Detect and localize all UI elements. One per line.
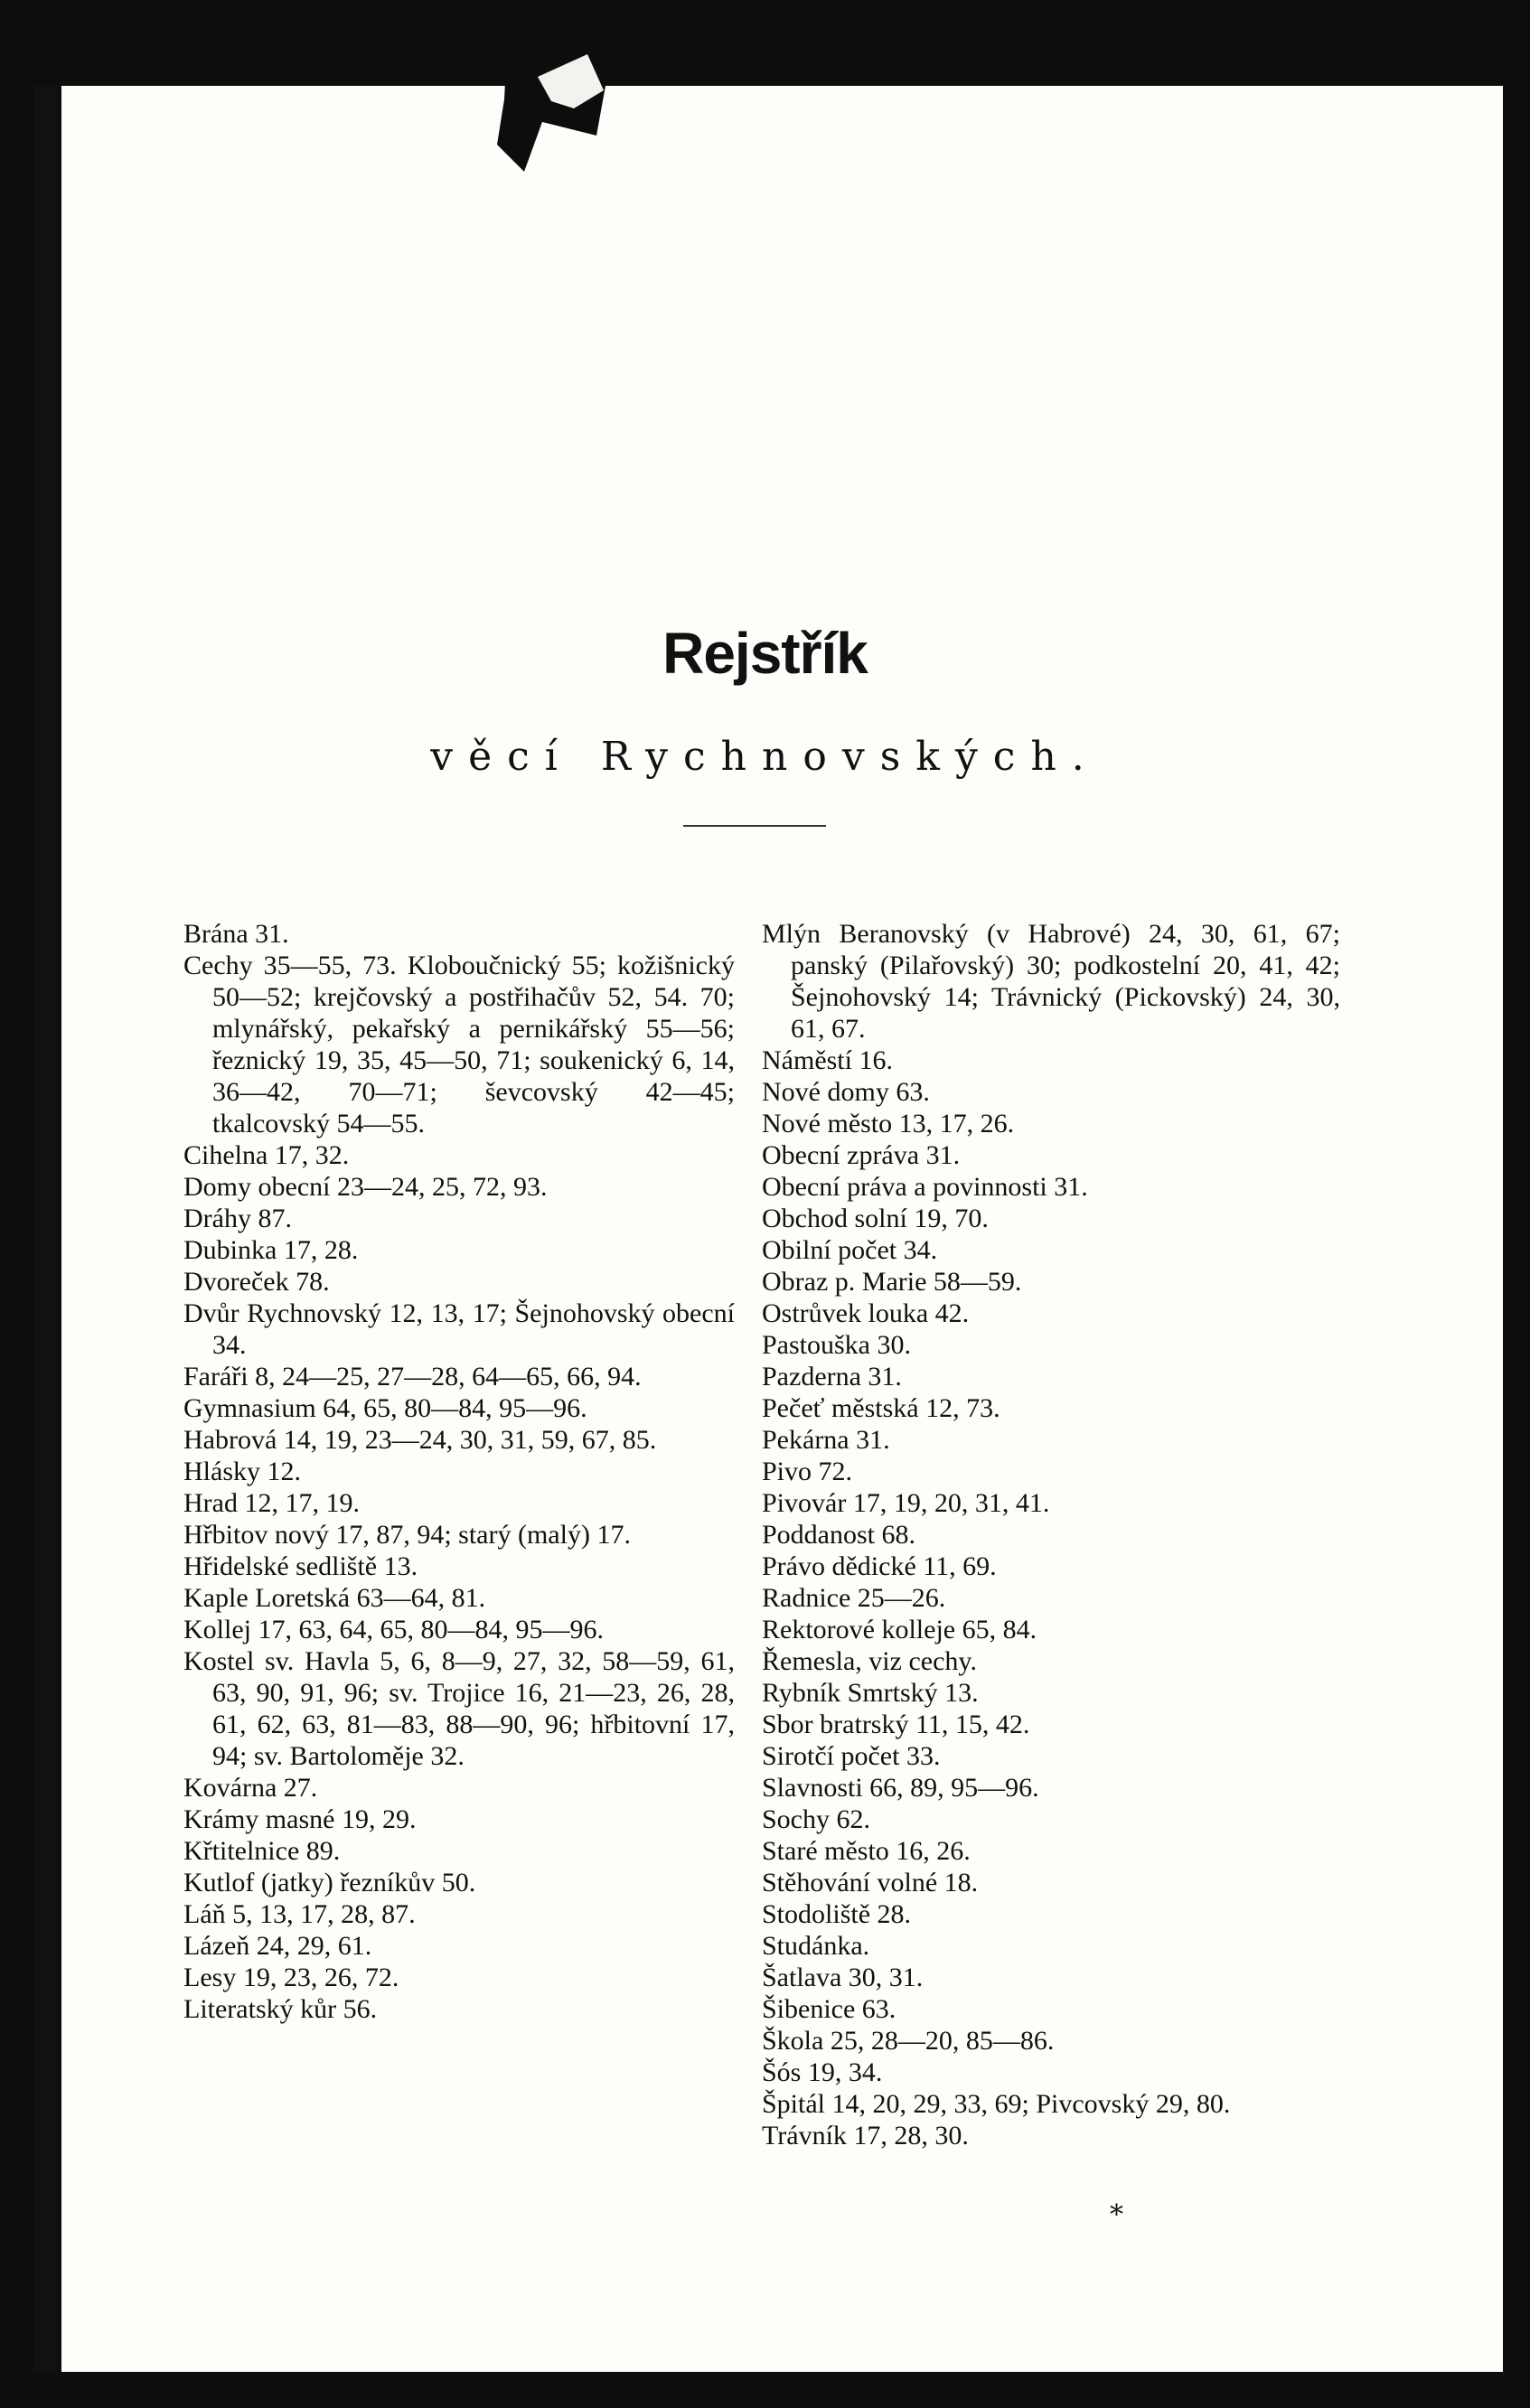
index-entry: Dráhy 87. bbox=[183, 1204, 292, 1233]
index-entry: Radnice 25—26. bbox=[762, 1583, 946, 1613]
index-entry: Obilní počet 34. bbox=[762, 1235, 938, 1265]
index-entry: Habrová 14, 19, 23—24, 30, 31, 59, 67, 85. bbox=[183, 1425, 657, 1455]
index-entry: Poddanost 68. bbox=[762, 1520, 916, 1550]
index-entry: Rektorové kolleje 65, 84. bbox=[762, 1615, 1037, 1644]
index-entry: Pivovár 17, 19, 20, 31, 41. bbox=[762, 1488, 1050, 1518]
index-entry: Faráři 8, 24—25, 27—28, 64—65, 66, 94. bbox=[183, 1362, 642, 1391]
index-entry: Obecní zpráva 31. bbox=[762, 1140, 961, 1170]
index-entry: Hlásky 12. bbox=[183, 1457, 301, 1486]
index-entry: Dvůr Rychnovský 12, 13, 17; Šejnohovský obecní 34. bbox=[183, 1298, 735, 1360]
index-entry: Dvoreček 78. bbox=[183, 1267, 330, 1297]
index-entry: Řemesla, viz cechy. bbox=[762, 1646, 977, 1676]
index-entry: Studánka. bbox=[762, 1931, 870, 1961]
index-entry: Trávník 17, 28, 30. bbox=[762, 2121, 969, 2150]
index-entry: Rybník Smrtský 13. bbox=[762, 1678, 979, 1708]
index-entry: Slavnosti 66, 89, 95—96. bbox=[762, 1773, 1039, 1803]
index-entry: Pazderna 31. bbox=[762, 1362, 902, 1391]
page-binding-edge bbox=[34, 86, 58, 2372]
index-entry: Hřidelské sedliště 13. bbox=[183, 1551, 418, 1581]
index-entry: Šibenice 63. bbox=[762, 1994, 896, 2024]
index-entry: Stěhování volné 18. bbox=[762, 1868, 979, 1897]
index-entry: Stodoliště 28. bbox=[762, 1899, 912, 1929]
index-entry: Cechy 35—55, 73. Kloboučnický 55; kožišnický 50—52; krejčovský a postřihačův 52, 54. 70; mlynářský, pekařský a pernikářský 55—56; řeznický 19, 35, 45—50, 71; soukenický 6, 14, 36—42, 70—71; ševcovský 42—45; tkalcovský 54—55. bbox=[183, 951, 735, 1138]
title-divider bbox=[683, 825, 826, 827]
index-entry: Kollej 17, 63, 64, 65, 80—84, 95—96. bbox=[183, 1615, 604, 1644]
torn-paper-fragment bbox=[488, 36, 615, 181]
index-entry: Nové domy 63. bbox=[762, 1077, 930, 1107]
index-entry: Kaple Loretská 63—64, 81. bbox=[183, 1583, 486, 1613]
index-entry: Škola 25, 28—20, 85—86. bbox=[762, 2026, 1055, 2056]
end-mark-asterisk: * bbox=[1110, 2199, 1123, 2231]
index-entry: Gymnasium 64, 65, 80—84, 95—96. bbox=[183, 1393, 587, 1423]
index-entry: Domy obecní 23—24, 25, 72, 93. bbox=[183, 1172, 548, 1202]
index-entry: Hřbitov nový 17, 87, 94; starý (malý) 17. bbox=[183, 1520, 631, 1550]
index-entry: Staré město 16, 26. bbox=[762, 1836, 971, 1866]
index-entry: Kutlof (jatky) řezníkův 50. bbox=[183, 1868, 476, 1897]
index-entry: Mlýn Beranovský (v Habrové) 24, 30, 61, 67; panský (Pilařovský) 30; podkostelní 20, 41, 42; Šejnohovský 14; Trávnický (Pickovský) 24, 30, 61, 67. bbox=[762, 919, 1340, 1044]
index-entry: Kovárna 27. bbox=[183, 1773, 318, 1803]
index-entry: Láň 5, 13, 17, 28, 87. bbox=[183, 1899, 416, 1929]
index-entry: Šatlava 30, 31. bbox=[762, 1963, 924, 1992]
index-entry: Literatský kůr 56. bbox=[183, 1994, 378, 2024]
index-entry: Lázeň 24, 29, 61. bbox=[183, 1931, 372, 1961]
index-entry: Obraz p. Marie 58—59. bbox=[762, 1267, 1022, 1297]
index-entry: Lesy 19, 23, 26, 72. bbox=[183, 1963, 399, 1992]
index-entry: Brána 31. bbox=[183, 919, 289, 949]
index-entry: Pivo 72. bbox=[762, 1457, 853, 1486]
index-entry: Kostel sv. Havla 5, 6, 8—9, 27, 32, 58—59, 61, 63, 90, 91, 96; sv. Trojice 16, 21—23, 26, 28, 61, 62, 63, 81—83, 88—90, 96; hřbitovní 17, 94; sv. Bartoloměje 32. bbox=[183, 1646, 735, 1771]
index-entry: Obecní práva a povinnosti 31. bbox=[762, 1172, 1088, 1202]
index-entry: Cihelna 17, 32. bbox=[183, 1140, 350, 1170]
index-entry: Hrad 12, 17, 19. bbox=[183, 1488, 360, 1518]
index-entry: Křtitelnice 89. bbox=[183, 1836, 341, 1866]
index-entry: Sirotčí počet 33. bbox=[762, 1741, 941, 1771]
index-column-left bbox=[183, 918, 735, 2025]
index-entry: Pastouška 30. bbox=[762, 1330, 911, 1360]
index-entry: Pečeť městská 12, 73. bbox=[762, 1393, 1000, 1423]
index-entry: Ostrůvek louka 42. bbox=[762, 1298, 970, 1328]
index-entry: Obchod solní 19, 70. bbox=[762, 1204, 989, 1233]
index-entry: Sochy 62. bbox=[762, 1804, 870, 1834]
index-entry: Dubinka 17, 28. bbox=[183, 1235, 359, 1265]
page-title: Rejstřík bbox=[662, 621, 868, 686]
index-entry: Šós 19, 34. bbox=[762, 2057, 883, 2087]
index-entry: Krámy masné 19, 29. bbox=[183, 1804, 417, 1834]
index-entry: Sbor bratrský 11, 15, 42. bbox=[762, 1710, 1030, 1739]
index-column-right bbox=[762, 918, 1340, 2151]
index-entry: Pekárna 31. bbox=[762, 1425, 890, 1455]
index-entry: Nové město 13, 17, 26. bbox=[762, 1109, 1015, 1138]
index-entry: Právo dědické 11, 69. bbox=[762, 1551, 997, 1581]
index-entry: Náměstí 16. bbox=[762, 1045, 893, 1075]
index-entry: Špitál 14, 20, 29, 33, 69; Pivcovský 29, 80. bbox=[762, 2089, 1231, 2119]
page-subtitle: věcí Rychnovských. bbox=[430, 734, 1100, 780]
